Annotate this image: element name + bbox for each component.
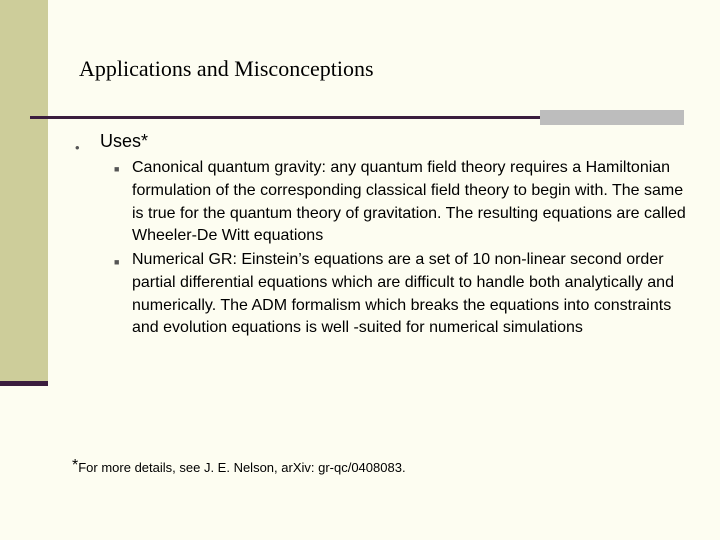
- footnote-text: For more details, see J. E. Nelson, arXiv: gr-qc/0408083.: [78, 460, 406, 475]
- section-heading: Uses*: [100, 131, 149, 151]
- footnote: [72, 459, 406, 477]
- square-bullet-icon: ■: [114, 257, 120, 267]
- list-item: Canonical quantum gravity: any quantum field theory requires a Hamiltonian formulation of the corresponding classical field theory to begin with. The same is true for the quantum theory of gravitation. The resulting equations are called Wheeler-De Witt equations: [132, 159, 686, 245]
- slide-title: Applications and Misconceptions: [79, 56, 374, 81]
- title-divider-accent: [540, 110, 684, 125]
- square-bullet-icon: ■: [114, 164, 120, 174]
- footnote-marker: *: [72, 457, 79, 474]
- left-decorative-bar: [0, 0, 48, 383]
- bullet-dot-icon: •: [75, 140, 80, 155]
- list-item: Numerical GR: Einstein’s equations are a set of 10 non-linear second order partial differential equations which are difficult to handle both analytically and numerically. The ADM formalism which breaks the equations into constraints and evolution equations is well -suited for numerical simulations: [132, 251, 674, 337]
- left-bar-underline: [0, 381, 48, 386]
- title-divider: [30, 116, 540, 119]
